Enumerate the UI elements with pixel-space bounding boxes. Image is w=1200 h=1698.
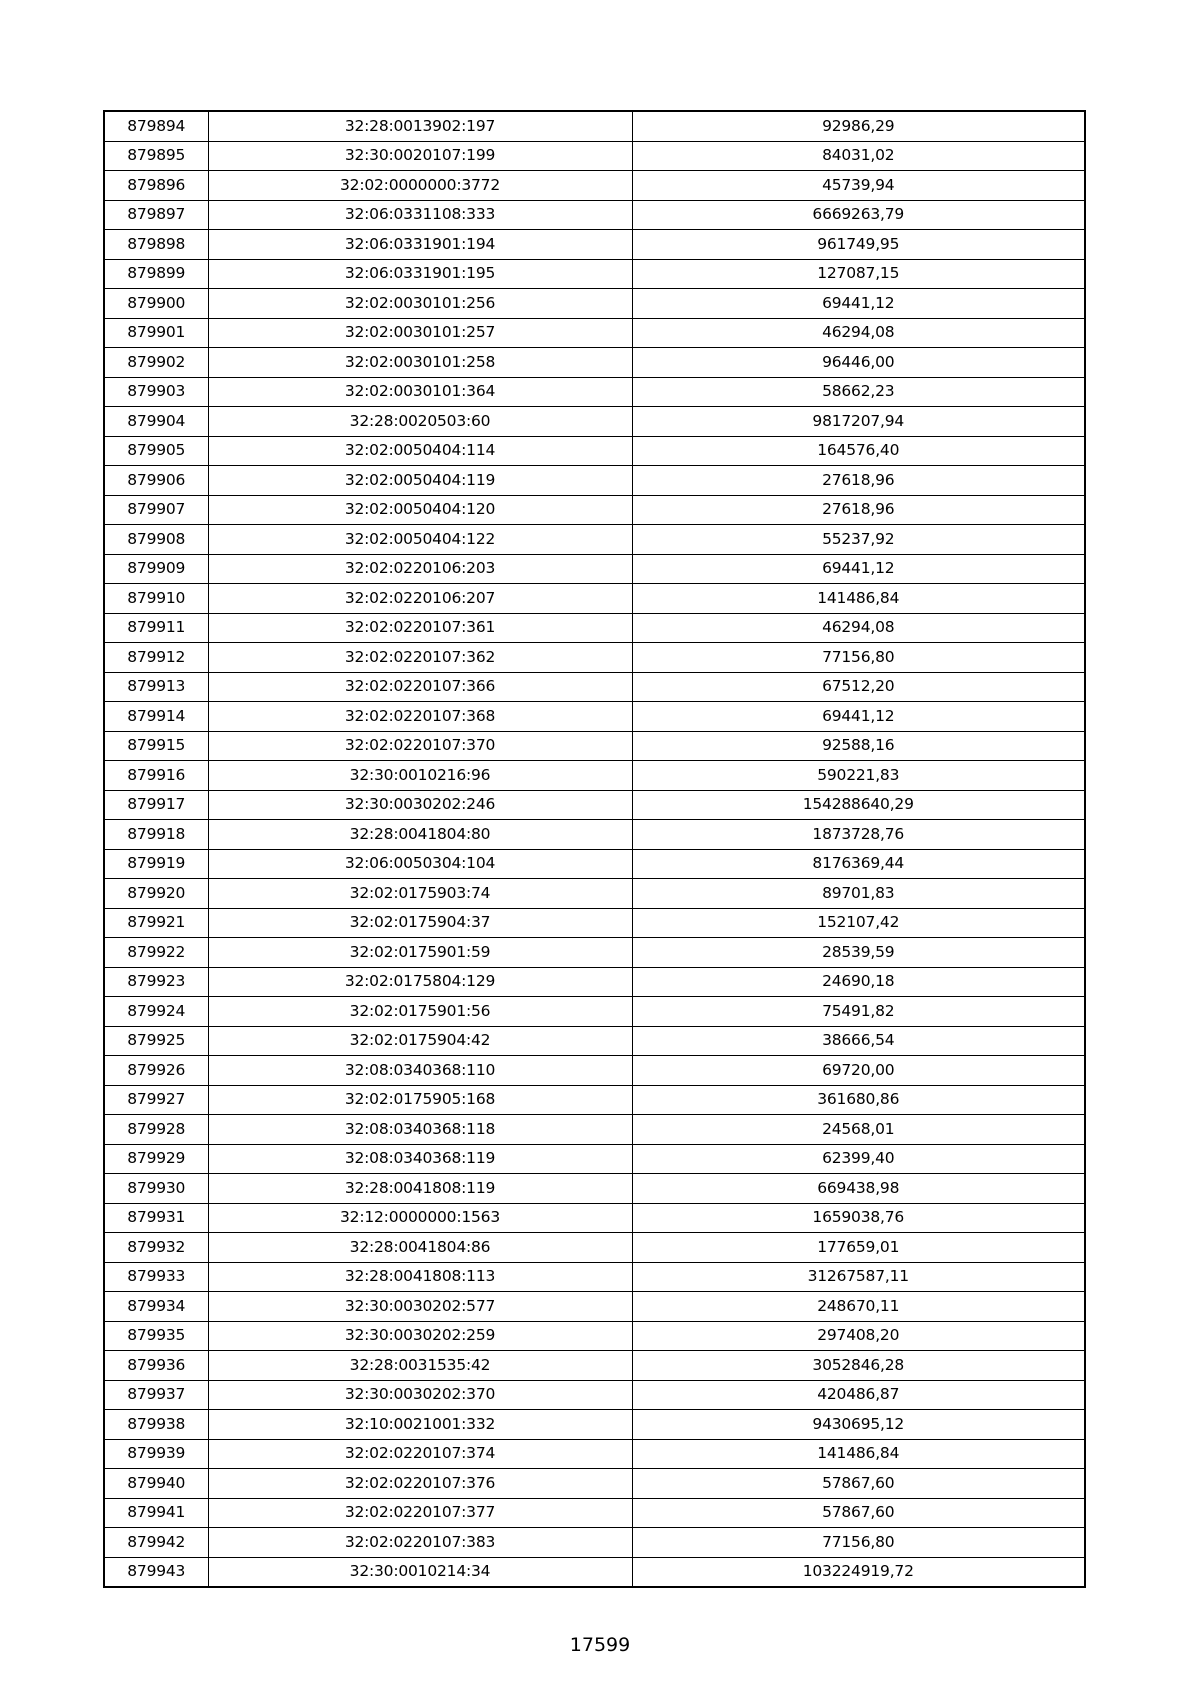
row-number-cell: 879941 (104, 1498, 208, 1528)
table-row (104, 1528, 1085, 1558)
cadastral-value-cell: 96446,00 (632, 348, 1085, 378)
table-row (104, 790, 1085, 820)
row-number-cell: 879905 (104, 436, 208, 466)
cadastral-number-cell: 32:02:0030101:258 (208, 348, 632, 378)
cadastral-value-cell: 127087,15 (632, 259, 1085, 289)
row-number-cell: 879900 (104, 289, 208, 319)
cadastral-value-cell: 6669263,79 (632, 200, 1085, 230)
cadastral-value-cell: 297408,20 (632, 1321, 1085, 1351)
table-row (104, 495, 1085, 525)
cadastral-value-cell: 92588,16 (632, 731, 1085, 761)
row-number-cell: 879911 (104, 613, 208, 643)
cadastral-value-cell: 27618,96 (632, 466, 1085, 496)
cadastral-value-cell: 141486,84 (632, 584, 1085, 614)
cadastral-value-cell: 55237,92 (632, 525, 1085, 555)
cadastral-number-cell: 32:28:0041808:113 (208, 1262, 632, 1292)
cadastral-value-cell: 57867,60 (632, 1498, 1085, 1528)
table-row (104, 1174, 1085, 1204)
cadastral-value-table (103, 110, 1086, 1588)
cadastral-number-cell: 32:02:0030101:257 (208, 318, 632, 348)
table-row (104, 1380, 1085, 1410)
row-number-cell: 879932 (104, 1233, 208, 1263)
cadastral-value-cell: 177659,01 (632, 1233, 1085, 1263)
cadastral-value-cell: 164576,40 (632, 436, 1085, 466)
cadastral-number-cell: 32:02:0175903:74 (208, 879, 632, 909)
cadastral-value-cell: 77156,80 (632, 643, 1085, 673)
cadastral-number-cell: 32:02:0220107:377 (208, 1498, 632, 1528)
row-number-cell: 879943 (104, 1557, 208, 1587)
row-number-cell: 879933 (104, 1262, 208, 1292)
cadastral-number-cell: 32:02:0220106:207 (208, 584, 632, 614)
cadastral-value-cell: 961749,95 (632, 230, 1085, 260)
table-row (104, 525, 1085, 555)
cadastral-value-cell: 92986,29 (632, 111, 1085, 141)
table-row (104, 1056, 1085, 1086)
row-number-cell: 879927 (104, 1085, 208, 1115)
row-number-cell: 879903 (104, 377, 208, 407)
table-row (104, 879, 1085, 909)
cadastral-number-cell: 32:02:0050404:114 (208, 436, 632, 466)
row-number-cell: 879902 (104, 348, 208, 378)
cadastral-number-cell: 32:08:0340368:119 (208, 1144, 632, 1174)
row-number-cell: 879908 (104, 525, 208, 555)
table-row (104, 1144, 1085, 1174)
cadastral-number-cell: 32:28:0041808:119 (208, 1174, 632, 1204)
cadastral-number-cell: 32:30:0010216:96 (208, 761, 632, 791)
cadastral-number-cell: 32:02:0220107:368 (208, 702, 632, 732)
table-row (104, 1351, 1085, 1381)
table-row (104, 466, 1085, 496)
table-row (104, 702, 1085, 732)
table-row (104, 111, 1085, 141)
cadastral-number-cell: 32:02:0050404:120 (208, 495, 632, 525)
cadastral-value-cell: 1873728,76 (632, 820, 1085, 850)
row-number-cell: 879906 (104, 466, 208, 496)
cadastral-value-cell: 69441,12 (632, 289, 1085, 319)
table-row (104, 407, 1085, 437)
row-number-cell: 879919 (104, 849, 208, 879)
cadastral-value-cell: 28539,59 (632, 938, 1085, 968)
table-row (104, 171, 1085, 201)
table-row (104, 1026, 1085, 1056)
row-number-cell: 879935 (104, 1321, 208, 1351)
table-row (104, 377, 1085, 407)
row-number-cell: 879918 (104, 820, 208, 850)
cadastral-value-cell: 9430695,12 (632, 1410, 1085, 1440)
cadastral-value-cell: 45739,94 (632, 171, 1085, 201)
table-row (104, 672, 1085, 702)
cadastral-value-cell: 361680,86 (632, 1085, 1085, 1115)
cadastral-number-cell: 32:28:0041804:80 (208, 820, 632, 850)
table-row (104, 820, 1085, 850)
row-number-cell: 879938 (104, 1410, 208, 1440)
cadastral-number-cell: 32:30:0030202:246 (208, 790, 632, 820)
table-row (104, 348, 1085, 378)
cadastral-value-cell: 9817207,94 (632, 407, 1085, 437)
table-row (104, 1233, 1085, 1263)
table-row (104, 436, 1085, 466)
cadastral-number-cell: 32:30:0030202:259 (208, 1321, 632, 1351)
table-row (104, 141, 1085, 171)
cadastral-value-cell: 62399,40 (632, 1144, 1085, 1174)
cadastral-number-cell: 32:06:0331108:333 (208, 200, 632, 230)
table-row (104, 1469, 1085, 1499)
cadastral-number-cell: 32:02:0220107:362 (208, 643, 632, 673)
row-number-cell: 879912 (104, 643, 208, 673)
cadastral-value-cell: 46294,08 (632, 318, 1085, 348)
cadastral-number-cell: 32:08:0340368:110 (208, 1056, 632, 1086)
cadastral-value-cell: 84031,02 (632, 141, 1085, 171)
cadastral-value-cell: 8176369,44 (632, 849, 1085, 879)
row-number-cell: 879915 (104, 731, 208, 761)
cadastral-number-cell: 32:30:0030202:370 (208, 1380, 632, 1410)
row-number-cell: 879916 (104, 761, 208, 791)
table-row (104, 761, 1085, 791)
table-row (104, 731, 1085, 761)
cadastral-value-cell: 3052846,28 (632, 1351, 1085, 1381)
cadastral-value-cell: 75491,82 (632, 997, 1085, 1027)
row-number-cell: 879931 (104, 1203, 208, 1233)
cadastral-value-cell: 154288640,29 (632, 790, 1085, 820)
cadastral-number-cell: 32:02:0175901:59 (208, 938, 632, 968)
table-row (104, 318, 1085, 348)
cadastral-number-cell: 32:02:0050404:122 (208, 525, 632, 555)
cadastral-number-cell: 32:30:0030202:577 (208, 1292, 632, 1322)
cadastral-value-cell: 669438,98 (632, 1174, 1085, 1204)
row-number-cell: 879937 (104, 1380, 208, 1410)
cadastral-number-cell: 32:28:0041804:86 (208, 1233, 632, 1263)
table-row (104, 200, 1085, 230)
row-number-cell: 879899 (104, 259, 208, 289)
row-number-cell: 879914 (104, 702, 208, 732)
table-body (104, 111, 1085, 1587)
cadastral-value-cell: 46294,08 (632, 613, 1085, 643)
table-row (104, 1203, 1085, 1233)
cadastral-value-cell: 89701,83 (632, 879, 1085, 909)
table-row (104, 938, 1085, 968)
row-number-cell: 879901 (104, 318, 208, 348)
table-row (104, 908, 1085, 938)
table-row (104, 554, 1085, 584)
row-number-cell: 879922 (104, 938, 208, 968)
table-row (104, 1321, 1085, 1351)
table-row (104, 259, 1085, 289)
cadastral-number-cell: 32:10:0021001:332 (208, 1410, 632, 1440)
row-number-cell: 879896 (104, 171, 208, 201)
cadastral-value-cell: 248670,11 (632, 1292, 1085, 1322)
table-row (104, 1498, 1085, 1528)
row-number-cell: 879898 (104, 230, 208, 260)
row-number-cell: 879909 (104, 554, 208, 584)
table-row (104, 849, 1085, 879)
cadastral-number-cell: 32:02:0220106:203 (208, 554, 632, 584)
table-row (104, 997, 1085, 1027)
table-row (104, 613, 1085, 643)
row-number-cell: 879923 (104, 967, 208, 997)
cadastral-value-cell: 24690,18 (632, 967, 1085, 997)
cadastral-number-cell: 32:02:0175904:42 (208, 1026, 632, 1056)
row-number-cell: 879894 (104, 111, 208, 141)
cadastral-number-cell: 32:02:0220107:366 (208, 672, 632, 702)
row-number-cell: 879917 (104, 790, 208, 820)
row-number-cell: 879928 (104, 1115, 208, 1145)
cadastral-value-cell: 58662,23 (632, 377, 1085, 407)
table-row (104, 1085, 1085, 1115)
row-number-cell: 879907 (104, 495, 208, 525)
row-number-cell: 879913 (104, 672, 208, 702)
table-row (104, 1115, 1085, 1145)
row-number-cell: 879924 (104, 997, 208, 1027)
row-number-cell: 879926 (104, 1056, 208, 1086)
table-row (104, 584, 1085, 614)
cadastral-number-cell: 32:08:0340368:118 (208, 1115, 632, 1145)
cadastral-number-cell: 32:02:0220107:374 (208, 1439, 632, 1469)
row-number-cell: 879897 (104, 200, 208, 230)
row-number-cell: 879921 (104, 908, 208, 938)
row-number-cell: 879925 (104, 1026, 208, 1056)
cadastral-value-cell: 24568,01 (632, 1115, 1085, 1145)
cadastral-number-cell: 32:28:0013902:197 (208, 111, 632, 141)
cadastral-number-cell: 32:06:0331901:195 (208, 259, 632, 289)
cadastral-number-cell: 32:28:0031535:42 (208, 1351, 632, 1381)
row-number-cell: 879895 (104, 141, 208, 171)
cadastral-value-cell: 57867,60 (632, 1469, 1085, 1499)
table-row (104, 230, 1085, 260)
table-row (104, 289, 1085, 319)
row-number-cell: 879929 (104, 1144, 208, 1174)
cadastral-value-cell: 27618,96 (632, 495, 1085, 525)
cadastral-number-cell: 32:02:0220107:370 (208, 731, 632, 761)
row-number-cell: 879939 (104, 1439, 208, 1469)
cadastral-value-cell: 77156,80 (632, 1528, 1085, 1558)
row-number-cell: 879930 (104, 1174, 208, 1204)
row-number-cell: 879934 (104, 1292, 208, 1322)
table-row (104, 1410, 1085, 1440)
cadastral-number-cell: 32:02:0000000:3772 (208, 171, 632, 201)
row-number-cell: 879940 (104, 1469, 208, 1499)
cadastral-number-cell: 32:12:0000000:1563 (208, 1203, 632, 1233)
cadastral-value-cell: 420486,87 (632, 1380, 1085, 1410)
table-row (104, 1557, 1085, 1587)
cadastral-value-cell: 69441,12 (632, 702, 1085, 732)
cadastral-number-cell: 32:30:0010214:34 (208, 1557, 632, 1587)
row-number-cell: 879942 (104, 1528, 208, 1558)
cadastral-number-cell: 32:02:0220107:361 (208, 613, 632, 643)
cadastral-number-cell: 32:02:0175901:56 (208, 997, 632, 1027)
cadastral-number-cell: 32:02:0030101:256 (208, 289, 632, 319)
cadastral-number-cell: 32:06:0050304:104 (208, 849, 632, 879)
page-number: 17599 (569, 1634, 631, 1656)
cadastral-value-cell: 69441,12 (632, 554, 1085, 584)
cadastral-number-cell: 32:30:0020107:199 (208, 141, 632, 171)
table-row (104, 1439, 1085, 1469)
cadastral-number-cell: 32:06:0331901:194 (208, 230, 632, 260)
cadastral-value-cell: 152107,42 (632, 908, 1085, 938)
cadastral-number-cell: 32:02:0175905:168 (208, 1085, 632, 1115)
cadastral-number-cell: 32:02:0220107:383 (208, 1528, 632, 1558)
cadastral-value-cell: 31267587,11 (632, 1262, 1085, 1292)
cadastral-number-cell: 32:28:0020503:60 (208, 407, 632, 437)
row-number-cell: 879910 (104, 584, 208, 614)
cadastral-value-cell: 141486,84 (632, 1439, 1085, 1469)
row-number-cell: 879904 (104, 407, 208, 437)
table-row (104, 1292, 1085, 1322)
table-row (104, 967, 1085, 997)
cadastral-number-cell: 32:02:0175904:37 (208, 908, 632, 938)
row-number-cell: 879936 (104, 1351, 208, 1381)
cadastral-value-cell: 103224919,72 (632, 1557, 1085, 1587)
cadastral-number-cell: 32:02:0175804:129 (208, 967, 632, 997)
cadastral-number-cell: 32:02:0050404:119 (208, 466, 632, 496)
cadastral-number-cell: 32:02:0030101:364 (208, 377, 632, 407)
cadastral-value-cell: 590221,83 (632, 761, 1085, 791)
cadastral-value-cell: 69720,00 (632, 1056, 1085, 1086)
cadastral-value-cell: 1659038,76 (632, 1203, 1085, 1233)
table-row (104, 1262, 1085, 1292)
cadastral-number-cell: 32:02:0220107:376 (208, 1469, 632, 1499)
cadastral-value-cell: 38666,54 (632, 1026, 1085, 1056)
table-row (104, 643, 1085, 673)
row-number-cell: 879920 (104, 879, 208, 909)
cadastral-value-cell: 67512,20 (632, 672, 1085, 702)
